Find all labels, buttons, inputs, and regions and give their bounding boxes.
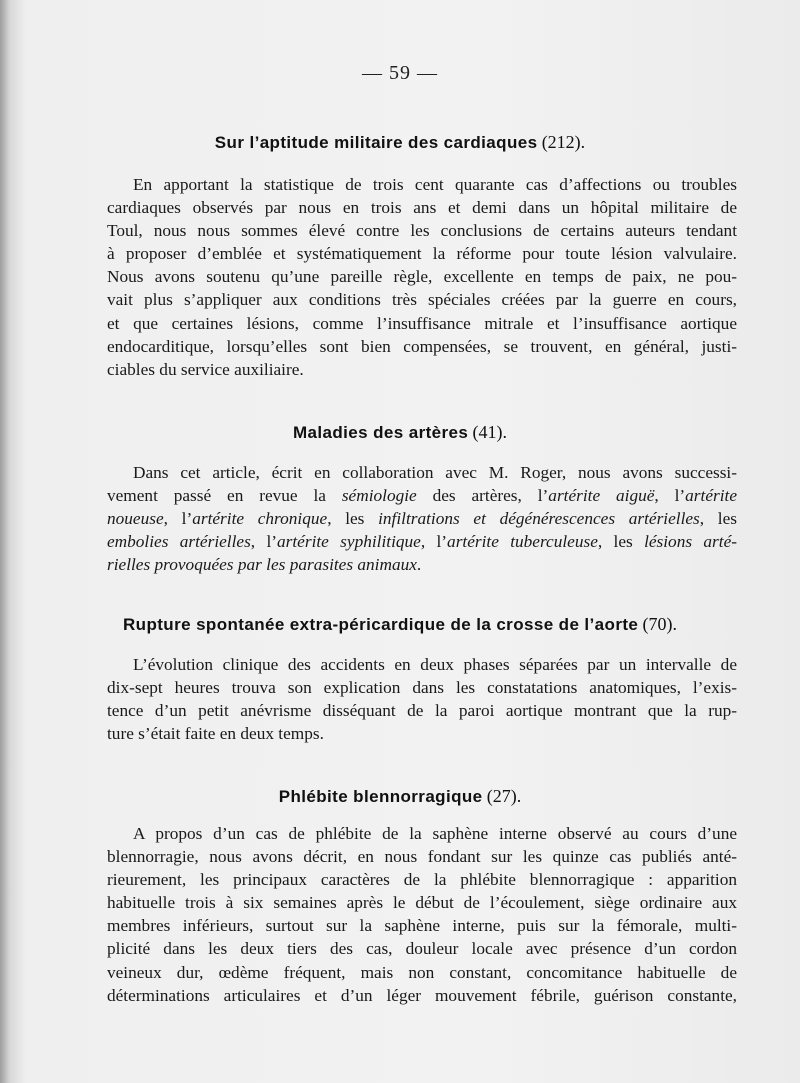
section-reference: (41). — [472, 422, 507, 442]
section-reference: (212). — [541, 132, 586, 152]
section-paragraph-maladies-arteres — [107, 461, 737, 576]
section-title: Phlébite blennorragique — [278, 787, 483, 806]
text-line: ciables du service auxiliaire. — [107, 359, 304, 379]
section-title: Maladies des artères — [292, 423, 469, 442]
text-line: ture s’était faite en deux temps. — [107, 724, 324, 744]
text-line: membres inférieurs, surtout sur la saphène interne, puis sur la fémorale, multi- — [107, 916, 737, 936]
text-line: noueuse, l’artérite chronique, les infiltrations et dégénérescences artérielles, les — [107, 509, 737, 529]
text-line: dix-sept heures trouva son explication dans les constatations anatomiques, l’exis- — [107, 678, 737, 698]
text-line: cardiaques observés par nous en trois ans et demi dans un hôpital militaire de — [107, 198, 737, 218]
text-line: embolies artérielles, l’artérite syphilitique, l’artérite tuberculeuse, les lésions arté- — [107, 532, 737, 552]
text-line: à proposer d’emblée et systématiquement la réforme pour toute lésion valvulaire. — [107, 244, 737, 264]
page-number: — 59 — — [362, 62, 438, 84]
text-line: vement passé en revue la sémiologie des artères, l’artérite aiguë, l’artérite — [107, 486, 737, 506]
text-line: déterminations articulaires et d’un léger mouvement fébrile, guérison constante, — [107, 985, 737, 1005]
text-line: et que certaines lésions, comme l’insuffisance mitrale et l’insuffisance aortique — [107, 313, 737, 333]
section-paragraph-phlebite — [107, 822, 737, 1007]
text-line: rielles provoquées par les parasites animaux. — [107, 555, 422, 575]
text-line: tence d’un petit anévrisme disséquant de la paroi aortique montrant que la rup- — [107, 701, 737, 721]
section-reference: (27). — [486, 786, 522, 806]
text-line: habituelle trois à six semaines après le début de l’écoulement, siège ordinaire aux — [107, 893, 737, 913]
text-line: blennorragie, nous avons décrit, en nous fondant sur les quinze cas publiés anté- — [107, 847, 737, 867]
text-line: endocarditique, lorsqu’elles sont bien compensées, se trouvent, en général, justi- — [107, 336, 737, 356]
section-heading-rupture-aorte — [0, 614, 800, 635]
section-heading-aptitude-militaire — [0, 132, 800, 153]
text-line: A propos d’un cas de phlébite de la saphène interne observé au cours d’une — [133, 824, 737, 843]
section-paragraph-aptitude-militaire — [107, 173, 737, 381]
text-line: plicité dans les deux tiers des cas, douleur locale avec présence d’un cordon — [107, 939, 737, 959]
section-heading-phlebite — [0, 786, 800, 807]
section-reference: (70). — [642, 614, 677, 634]
text-line: En apportant la statistique de trois cent quarante cas d’affections ou troubles — [133, 175, 737, 194]
text-line: Nous avons soutenu qu’une pareille règle, excellente en temps de paix, ne pou- — [107, 267, 737, 287]
text-line: L’évolution clinique des accidents en deux phases séparées par un intervalle de — [133, 655, 737, 674]
section-heading-maladies-arteres — [0, 422, 800, 443]
section-title: Rupture spontanée extra-péricardique de la crosse de l’aorte — [122, 615, 639, 634]
text-line: veineux dur, œdème fréquent, mais non constant, concomitance habituelle de — [107, 962, 737, 982]
text-line: rieurement, les principaux caractères de la phlébite blennorragique : apparition — [107, 870, 737, 890]
section-paragraph-rupture-aorte — [107, 653, 737, 745]
text-line: vait plus s’appliquer aux conditions très spéciales créées par la guerre en cours, — [107, 290, 737, 310]
text-line: Dans cet article, écrit en collaboration avec M. Roger, nous avons successi- — [133, 463, 737, 482]
text-line: Toul, nous nous sommes élevé contre les conclusions de certains auteurs tendant — [107, 221, 737, 241]
section-title: Sur l’aptitude militaire des cardiaques — [214, 133, 538, 152]
